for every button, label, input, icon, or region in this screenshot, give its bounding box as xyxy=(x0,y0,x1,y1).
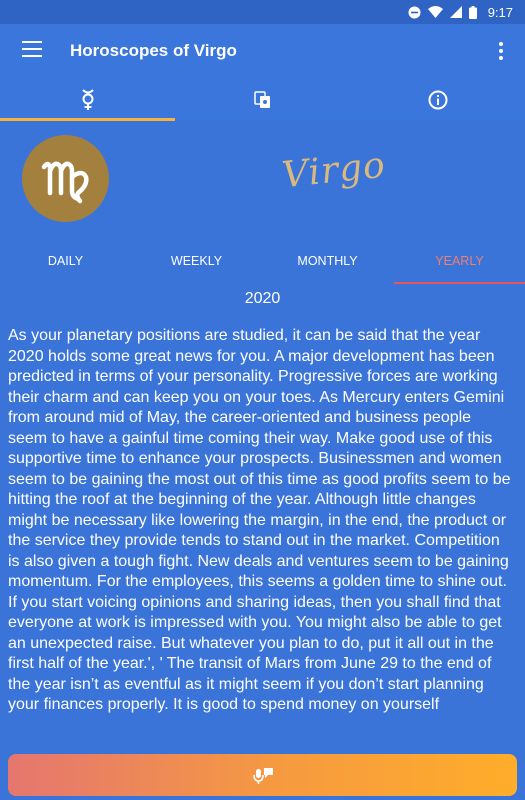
tab-indicator xyxy=(0,118,175,121)
horoscope-year: 2020 xyxy=(244,290,281,307)
battery-icon xyxy=(469,6,477,19)
minus-circle-icon xyxy=(408,6,421,19)
voice-button[interactable] xyxy=(8,754,517,796)
wifi-icon xyxy=(428,6,443,18)
sign-name-logo: Virgo xyxy=(280,144,388,197)
period-tabs xyxy=(0,248,525,284)
top-tabs xyxy=(0,80,525,120)
mercury-icon xyxy=(80,89,96,111)
menu-button[interactable] xyxy=(22,41,42,57)
page-title: Horoscopes of Virgo xyxy=(70,41,237,60)
virgo-symbol-icon xyxy=(38,153,94,205)
tab-monthly[interactable]: MONTHLY xyxy=(297,254,358,268)
app-bar xyxy=(0,24,525,80)
tab-sign[interactable] xyxy=(0,80,175,120)
overflow-menu-button[interactable] xyxy=(499,42,505,60)
signal-icon xyxy=(450,6,462,18)
tab-yearly[interactable]: YEARLY xyxy=(435,254,484,268)
tab-info[interactable] xyxy=(350,80,525,120)
tab-weekly[interactable]: WEEKLY xyxy=(170,254,223,268)
info-icon xyxy=(428,90,448,110)
status-bar xyxy=(0,0,525,24)
cards-icon xyxy=(254,91,272,109)
tab-cards[interactable] xyxy=(175,80,350,120)
tab-daily[interactable]: DAILY xyxy=(47,254,84,268)
virgo-symbol-badge xyxy=(22,135,109,222)
horoscope-text: As your planetary positions are studied, it can be said that the year 2020 holds some great news for you. A major development has been predicted in terms of your personality. Progressive forces are working their charm and can keep you on your toes. As Mercury enters Gemini from around mid of May, the career-oriented and business people seem to have a gainful time coming their way. Make good use of this supportive time to enhance your prospects. Businessmen and women seem to be gaining the most out of this time as good profits seem to be hitting the roof at the beginning of the year. Although little changes might be necessary like lowering the margin, in the end, the product or the service they provide tends to stand out in the market. Competition is also given a tough fight. New deals and ventures seem to be gaining momentum. For the employees, this seems a golden time to shine out. If you start voicing opinions and sharing ideas, then you shall find that everyone at work is impressed with you. You might also be able to get an unexpected raise. But whatever you plan to do, put it all out in the first half of the year.', ' The transit of Mars from June 29 to the end of the year isn’t as eventful as it might seem if you don’t start planning your finances properly. It is good to spend money on yourself xyxy=(8,327,511,713)
clock: 9:17 xyxy=(487,4,513,20)
voice-icon xyxy=(252,765,274,785)
period-tab-indicator xyxy=(394,282,525,284)
